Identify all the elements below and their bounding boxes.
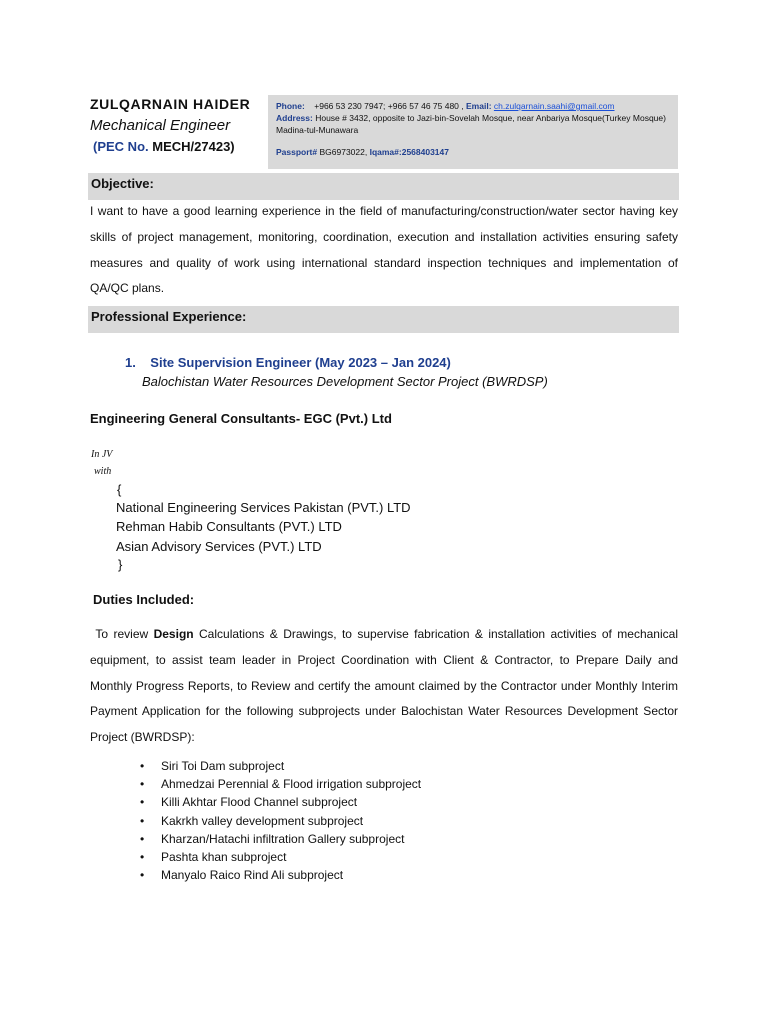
objective-text: I want to have a good learning experience in the field of manufacturing/construction/water sector having key skills of project management, monitoring, coordination, execution and installation activities ensuring safety measures and quality of work using international standard inspection techniques and implementation of QA/QC plans. xyxy=(90,204,678,296)
experience-number: 1. xyxy=(125,355,136,370)
iqama-label: Iqama#: xyxy=(369,147,402,157)
address-line xyxy=(276,112,670,136)
partner-2: Rehman Habib Consultants (PVT.) LTD xyxy=(116,519,342,534)
passport-label: Passport# xyxy=(276,147,318,157)
list-item: • Ahmedzai Perennial & Flood irrigation subproject xyxy=(140,775,421,793)
pec-label: PEC No. xyxy=(97,139,149,154)
candidate-name: ZULQARNAIN HAIDER xyxy=(90,96,251,112)
contact-box xyxy=(268,95,678,169)
passport-line xyxy=(276,146,670,158)
email-link[interactable]: ch.zulqarnain.saahi@gmail.com xyxy=(493,101,615,111)
duties-text xyxy=(90,622,678,751)
subprojects-list xyxy=(140,757,421,884)
phone-line xyxy=(276,100,670,112)
address-value: House # 3432, opposite to Jazi-bin-Sovelah Mosque, near Anbariya Mosque(Turkey Mosque) Madina-tul-Munawara xyxy=(276,113,666,135)
duties-prefix: To review xyxy=(95,627,154,641)
job-title: Mechanical Engineer xyxy=(90,117,231,134)
jv-line-2: with xyxy=(94,466,112,477)
company-name: Engineering General Consultants- EGC (Pvt.) Ltd xyxy=(90,411,392,426)
partner-3: Asian Advisory Services (PVT.) LTD xyxy=(116,539,322,554)
list-item: • Killi Akhtar Flood Channel subproject xyxy=(140,793,421,811)
pec-number xyxy=(93,139,235,154)
experience-heading: Professional Experience: xyxy=(88,306,679,333)
list-item: • Pashta khan subproject xyxy=(140,848,421,866)
partner-1: National Engineering Services Pakistan (PVT.) LTD xyxy=(116,500,411,515)
list-item: • Siri Toi Dam subproject xyxy=(140,757,421,775)
phone-value: +966 53 230 7947; +966 57 46 75 480 , xyxy=(314,101,464,111)
jv-line-1: In JV xyxy=(91,449,113,460)
duties-body: Calculations & Drawings, to supervise fabrication & installation activities of mechanical equipment, to assist team leader in Project Coordination with Client & Contractor, to Prepare Daily and Monthly Progress Reports, to Review and certify the amount claimed by the Contractor under Monthly Interim Payment Application for the following subprojects under Balochistan Water Resources Development Sector Project (BWRDSP): xyxy=(90,627,678,745)
duties-bold: Design xyxy=(153,627,194,641)
pec-value: MECH/27423) xyxy=(152,139,235,154)
list-item: • Kharzan/Hatachi infiltration Gallery subproject xyxy=(140,830,421,848)
iqama-value: 2568403147 xyxy=(401,147,449,157)
experience-role: Site Supervision Engineer (May 2023 – Jan 2024) xyxy=(150,355,451,370)
passport-value: BG6973022, xyxy=(319,147,368,157)
brace-open: { xyxy=(117,482,122,497)
list-item: • Kakrkh valley development subproject xyxy=(140,812,421,830)
list-item: • Manyalo Raico Rind Ali subproject xyxy=(140,866,421,884)
experience-item-1 xyxy=(125,355,451,370)
brace-close: } xyxy=(118,557,123,572)
address-label: Address: xyxy=(276,113,313,123)
jv-label xyxy=(91,446,112,480)
email-label: Email: xyxy=(466,101,492,111)
objective-heading: Objective: xyxy=(88,173,679,200)
duties-heading: Duties Included: xyxy=(93,592,195,607)
phone-label: Phone: xyxy=(276,101,305,111)
pec-open: ( xyxy=(93,139,98,154)
experience-project: Balochistan Water Resources Development Sector Project (BWRDSP) xyxy=(142,374,548,389)
